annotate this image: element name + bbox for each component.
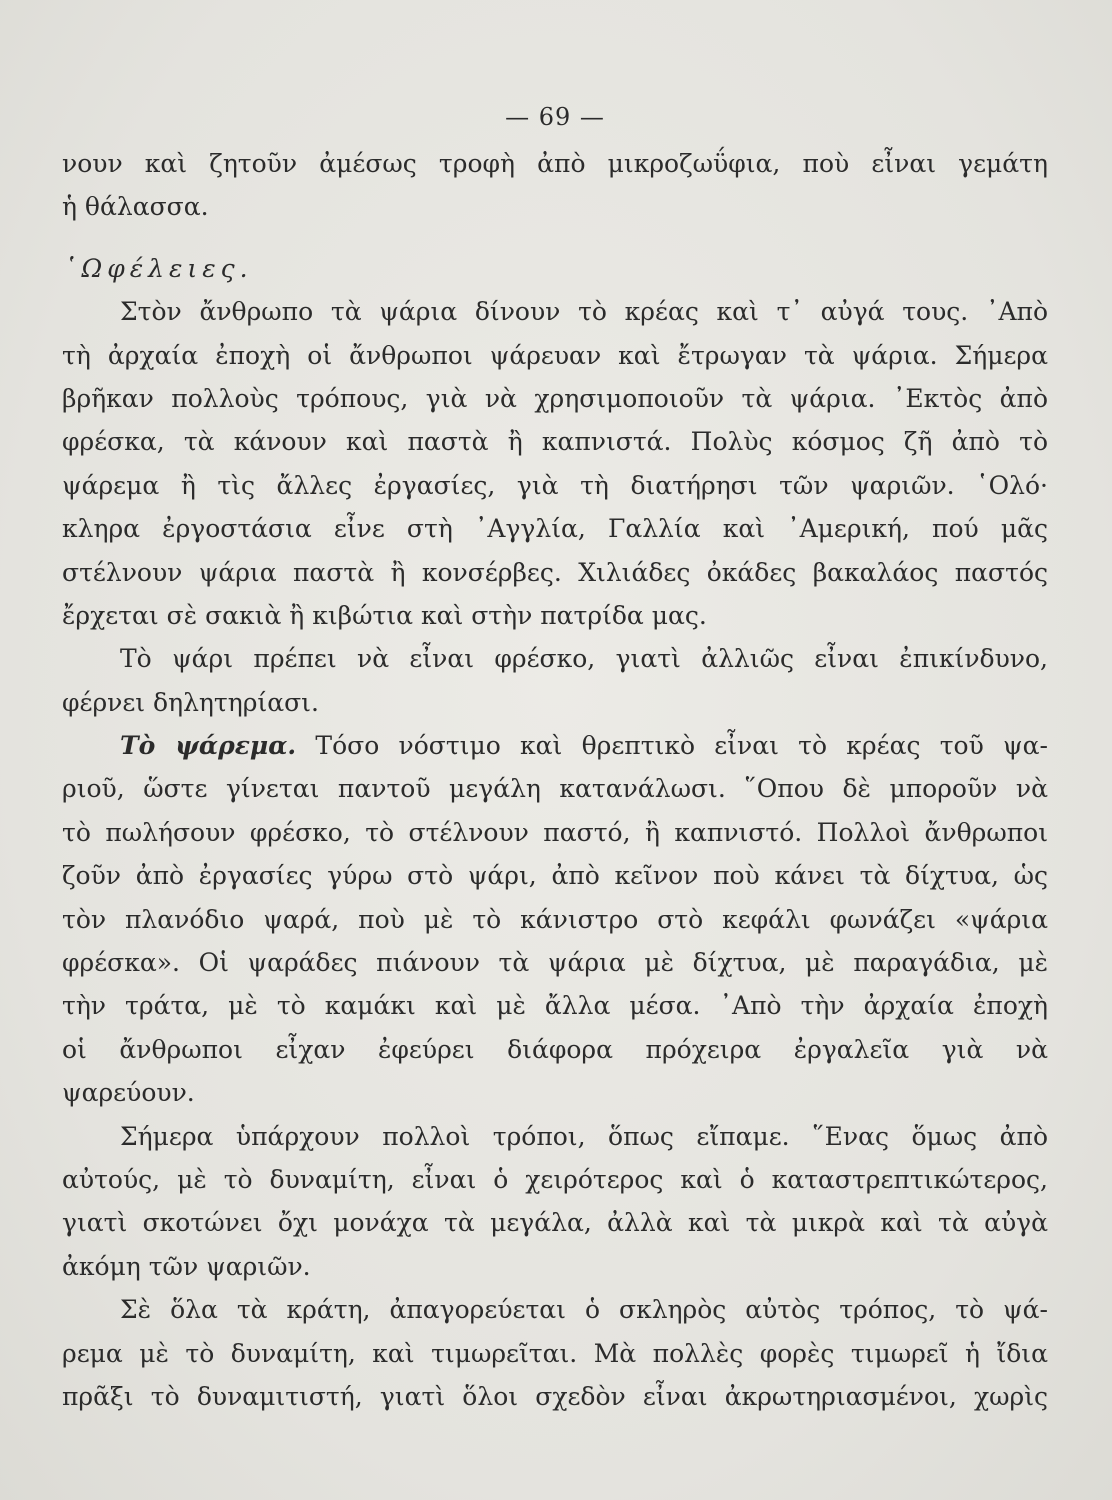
- text-line: ψάρεμα ἢ τὶς ἄλλες ἐργασίες, γιὰ τὴ διατήρησι τῶν ψαριῶν. ῾Ολό·: [62, 470, 1048, 500]
- text-line: ἔρχεται σὲ σακιὰ ἢ κιβώτια καὶ στὴν πατρίδα μας.: [62, 600, 707, 630]
- text-line: Σὲ ὅλα τὰ κράτη, ἀπαγορεύεται ὁ σκληρὸς αὐτὸς τρόπος, τὸ ψά-: [120, 1295, 1048, 1325]
- text-line: φρέσκα». Οἱ ψαράδες πιάνουν τὰ ψάρια μὲ δίχτυα, μὲ παραγάδια, μὲ: [62, 948, 1048, 978]
- text-line: τὴν τράτα, μὲ τὸ καμάκι καὶ μὲ ἄλλα μέσα. ᾽Απὸ τὴν ἀρχαία ἐποχὴ: [62, 991, 1048, 1021]
- text-line: στέλνουν ψάρια παστὰ ἢ κονσέρβες. Χιλιάδες ὀκάδες βακαλάος παστός: [62, 557, 1048, 587]
- text-line: τὸ πωλήσουν φρέσκο, τὸ στέλνουν παστό, ἢ καπνιστό. Πολλοὶ ἄνθρωποι: [62, 817, 1048, 847]
- text-line: Τὸ ψάρι πρέπει νὰ εἶναι φρέσκο, γιατὶ ἀλλιῶς εἶναι ἐπικίνδυνο,: [120, 644, 1048, 674]
- text-line: Στὸν ἄνθρωπο τὰ ψάρια δίνουν τὸ κρέας καὶ τ᾽ αὐγά τους. ᾽Απὸ: [120, 297, 1048, 327]
- text-line: ἡ θάλασσα.: [62, 192, 209, 222]
- text-line: ψαρεύουν.: [62, 1078, 195, 1108]
- text-line: αὐτούς, μὲ τὸ δυναμίτη, εἶναι ὁ χειρότερος καὶ ὁ καταστρεπτικώτερος,: [62, 1164, 1048, 1194]
- spacer: [62, 229, 1048, 247]
- text-line: βρῆκαν πολλοὺς τρόπους, γιὰ νὰ χρησιμοποιοῦν τὰ ψάρια. ᾽Εκτὸς ἀπὸ: [62, 383, 1048, 413]
- text-line: ἀκόμη τῶν ψαριῶν.: [62, 1251, 311, 1281]
- text-column: [62, 92, 1048, 1418]
- text-line: νουν καὶ ζητοῦν ἀμέσως τροφὴ ἀπὸ μικροζωΰφια, ποὺ εἶναι γεμάτη: [62, 149, 1048, 178]
- text-line: κληρα ἐργοστάσια εἶνε στὴ ᾽Αγγλία, Γαλλία καὶ ᾽Αμερική, πού μᾶς: [62, 514, 1048, 544]
- text-line: τὸν πλανόδιο ψαρά, ποὺ μὲ τὸ κάνιστρο στὸ κεφάλι φωνάζει «ψάρια: [62, 904, 1048, 934]
- text-line: ρεμα μὲ τὸ δυναμίτη, καὶ τιμωρεῖται. Μὰ πολλὲς φορὲς τιμωρεῖ ἡ ἴδια: [62, 1338, 1048, 1368]
- text-line: τὴ ἀρχαία ἐποχὴ οἱ ἄνθρωποι ψάρευαν καὶ ἔτρωγαν τὰ ψάρια. Σήμερα: [62, 340, 1048, 370]
- text-line: οἱ ἄνθρωποι εἶχαν ἐφεύρει διάφορα πρόχειρα ἐργαλεῖα γιὰ νὰ: [62, 1034, 1048, 1064]
- text-line: γιατὶ σκοτώνει ὄχι μονάχα τὰ μεγάλα, ἀλλὰ καὶ τὰ μικρὰ καὶ τὰ αὐγὰ: [62, 1208, 1048, 1238]
- run-in-heading: Τὸ ψάρεμα.: [120, 731, 297, 761]
- text-fragment: Τόσο νόστιμο καὶ θρεπτικὸ εἶναι τὸ κρέας τοῦ ψα-: [296, 731, 1048, 761]
- section-heading: ῾Ωφέλειες.: [64, 253, 253, 283]
- text-line: φέρνει δηλητηρίασι.: [62, 687, 319, 717]
- text-line: Σήμερα ὑπάρχουν πολλοὶ τρόποι, ὅπως εἴπαμε. ῞Ενας ὅμως ἀπὸ: [120, 1121, 1048, 1151]
- page-number: — 69 —: [505, 103, 605, 131]
- text-line: ριοῦ, ὥστε γίνεται παντοῦ μεγάλη κατανάλωσι. ῞Οπου δὲ μποροῦν νὰ: [62, 774, 1048, 804]
- text-line: φρέσκα, τὰ κάνουν καὶ παστὰ ἢ καπνιστά. Πολὺς κόσμος ζῆ ἀπὸ τὸ: [62, 427, 1048, 457]
- text-line: [62, 724, 1048, 767]
- text-line: πρᾶξι τὸ δυναμιτιστή, γιατὶ ὅλοι σχεδὸν εἶναι ἀκρωτηριασμένοι, χωρὶς: [62, 1381, 1048, 1411]
- text-line: ζοῦν ἀπὸ ἐργασίες γύρω στὸ ψάρι, ἀπὸ κεῖνον ποὺ κάνει τὰ δίχτυα, ὡς: [62, 861, 1048, 891]
